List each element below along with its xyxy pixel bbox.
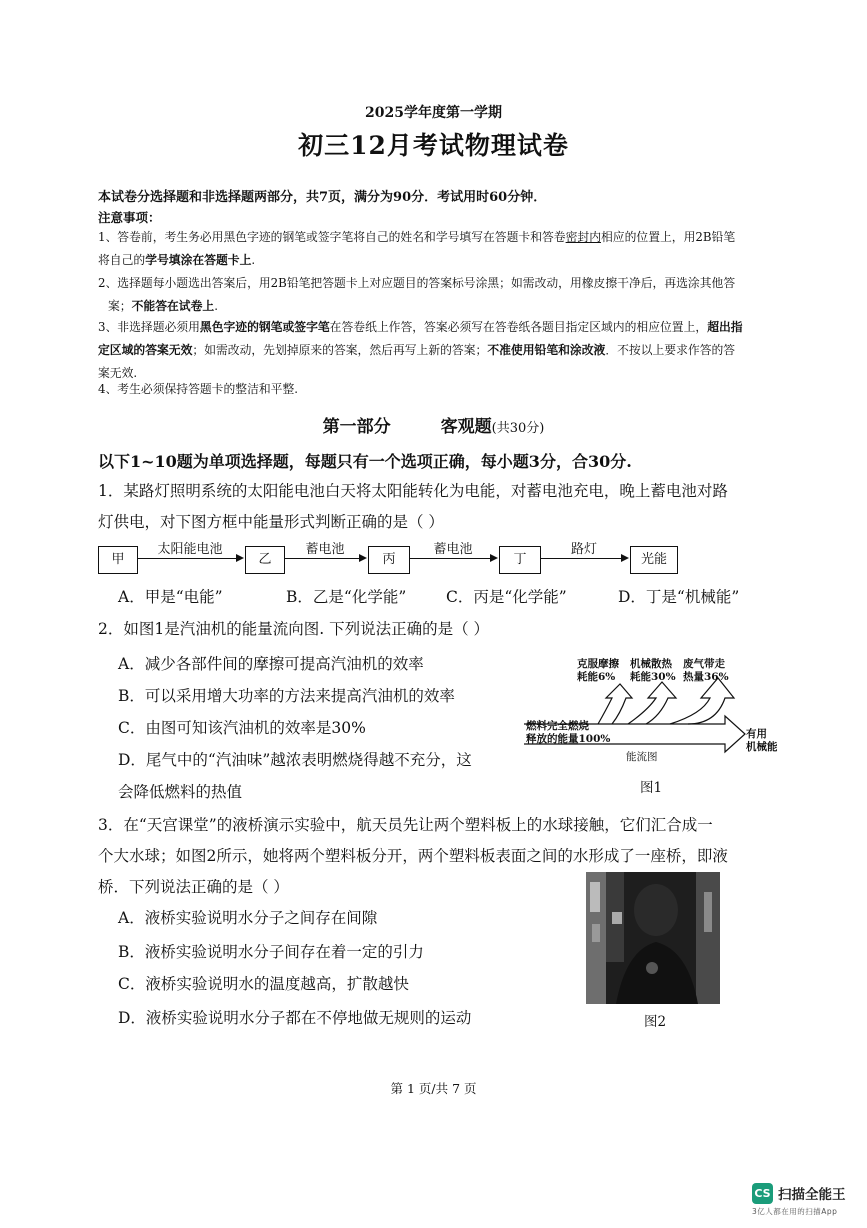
camscanner-tagline: 3亿人都在用的扫描App — [752, 1207, 838, 1216]
flow-label-4: 路灯 — [570, 542, 597, 557]
flow-label-2: 蓄电池 — [305, 542, 345, 557]
q1-option-b: B．乙是“化学能” — [286, 588, 407, 606]
flow-box-5: 光能 — [630, 546, 678, 574]
fig1-label-cooling: 机械散热 耗能30% — [630, 658, 676, 683]
q3-option-c: C．液桥实验说明水的温度越高，扩散越快 — [118, 975, 409, 993]
q1-option-a: A．甲是“电能” — [118, 588, 223, 606]
flow-box-3: 丙 — [368, 546, 410, 574]
q3-option-a: A．液桥实验说明水分子之间存在间隙 — [118, 909, 378, 927]
fig1-label-useful: 有用 机械能 — [746, 728, 778, 753]
note-3: 3、非选择题必须用黑色字迹的钢笔或签字笔在答卷纸上作答，答案必须写在答卷纸各题目指定区域内的相应位置上，超出指 定区域的答案无效；如需改动，先划掉原来的答案，然后再写上新的答案；不准使用铅笔和涂改液．不按以上要求作答的答 案无效. — [98, 320, 743, 380]
q2-option-a: A．减少各部件间的摩擦可提高汽油机的效率 — [118, 655, 424, 673]
figure-2-caption: 图2 — [644, 1014, 667, 1030]
fig1-label-source: 燃料完全燃烧 释放的能量100% — [526, 720, 611, 745]
flow-arrow-4 — [541, 558, 627, 559]
q2-option-d-cont: 会降低燃料的热值 — [118, 783, 243, 801]
note-4: 4、考生必须保持答题卡的整洁和平整. — [98, 382, 299, 396]
notes-title: 注意事项： — [98, 210, 161, 225]
fig1-diagram-name: 能流图 — [626, 751, 658, 763]
section-title: 第一部分 客观题(共30分) — [322, 417, 545, 437]
question-1-stem: 1．某路灯照明系统的太阳能电池白天将太阳能转化为电能，对蓄电池充电，晚上蓄电池对路 灯供电，对下图方框中能量形式判断正确的是（ ） — [98, 482, 728, 531]
page-number: 第 1 页/共 7 页 — [390, 1081, 477, 1096]
q2-option-c: C．由图可知该汽油机的效率是30% — [118, 719, 366, 737]
section-instruction: 以下1~10题为单项选择题，每题只有一个选项正确，每小题3分，合30分. — [98, 452, 632, 471]
q2-option-d: D．尾气中的“汽油味”越浓表明燃烧得越不充分，这 — [118, 751, 472, 769]
fig1-label-friction: 克服摩擦 耗能6% — [577, 658, 619, 683]
fig1-label-exhaust: 废气带走 热量36% — [683, 658, 729, 683]
q2-option-b: B．可以采用增大功率的方法来提高汽油机的效率 — [118, 687, 455, 705]
liquid-bridge-photo — [586, 872, 720, 1004]
flow-arrow-2 — [285, 558, 365, 559]
photo-illustration — [586, 872, 720, 1004]
note-2: 2、选择题每小题选出答案后，用2B铅笔把答题卡上对应题目的答案标号涂黑；如需改动，用橡皮擦干净后，再选涂其他答 案；不能答在试卷上. — [98, 276, 736, 313]
term-heading: 2025学年度第一学期 — [365, 105, 502, 121]
flow-box-4: 丁 — [499, 546, 541, 574]
q3-option-b: B．液桥实验说明水分子间存在着一定的引力 — [118, 943, 424, 961]
exam-title: 初三12月考试物理试卷 — [298, 131, 569, 160]
flow-arrow-3 — [410, 558, 496, 559]
note-1: 1、答卷前，考生务必用黑色字迹的钢笔或签字笔将自己的姓名和学号填写在答题卡和答卷密封内相应的位置上，用2B铅笔 将自己的学号填涂在答题卡上. — [98, 230, 736, 267]
energy-flow-diagram — [520, 652, 790, 802]
flow-arrow-1 — [138, 558, 242, 559]
flow-label-3: 蓄电池 — [433, 542, 473, 557]
camscanner-name: 扫描全能王 — [778, 1187, 846, 1203]
energy-flow-chain — [98, 540, 778, 576]
figure-1-caption: 图1 — [640, 780, 663, 796]
question-2-stem: 2．如图1是汽油机的能量流向图. 下列说法正确的是（ ） — [98, 620, 490, 638]
exam-intro: 本试卷分选择题和非选择题两部分，共7页，满分为90分．考试用时60分钟． — [98, 190, 547, 205]
flow-box-2: 乙 — [245, 546, 285, 574]
flow-label-1: 太阳能电池 — [157, 542, 223, 557]
q1-option-c: C．丙是“化学能” — [446, 588, 567, 606]
camscanner-logo-icon: CS — [752, 1183, 773, 1204]
question-3-stem: 3．在“天宫课堂”的液桥演示实验中，航天员先让两个塑料板上的水球接触，它们汇合成一 个大水球；如图2所示，她将两个塑料板分开，两个塑料板表面之间的水形成了一座桥，即液 桥．下列说法正确的是（ ） — [98, 816, 728, 896]
q3-option-d: D．液桥实验说明水分子都在不停地做无规则的运动 — [118, 1009, 472, 1027]
flow-box-1: 甲 — [98, 546, 138, 574]
q1-option-d: D．丁是“机械能” — [618, 588, 740, 606]
